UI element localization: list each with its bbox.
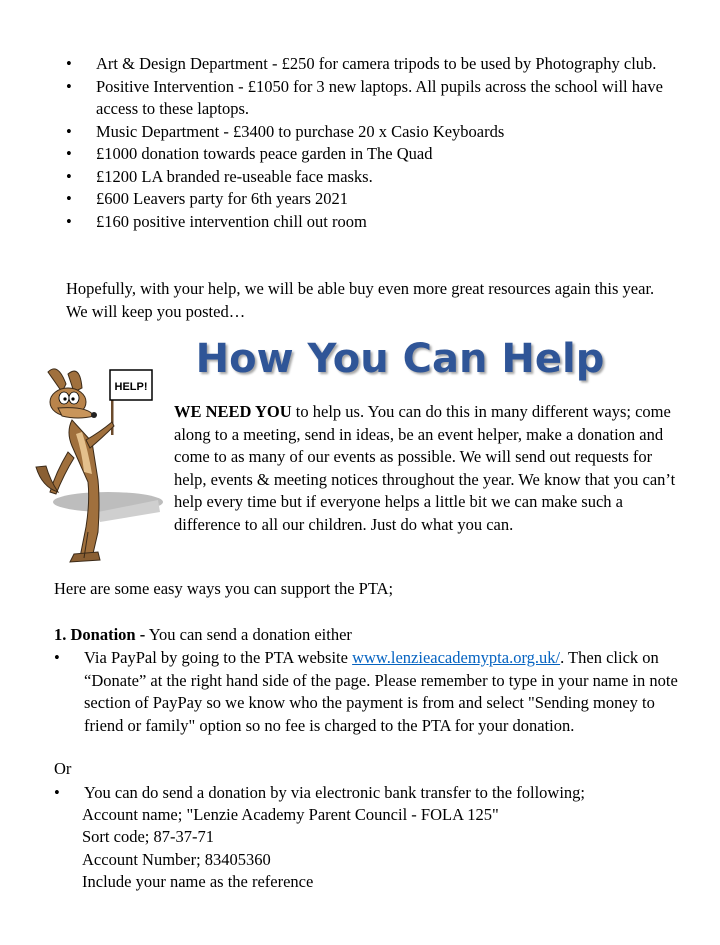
list-item: • £1200 LA branded re-useable face masks. [66,166,676,189]
bullet: • [66,166,72,186]
donation-heading: 1. Donation - You can send a donation either [54,625,352,644]
sign-text: HELP! [114,381,148,393]
list-item: • Music Department - £3400 to purchase 20 x Casio Keyboards [66,121,676,144]
list-item: • £600 Leavers party for 6th years 2021 [66,188,676,211]
list-item: • Positive Intervention - £1050 for 3 new laptops. All pupils across the school will have access to these laptops. [66,76,663,118]
bullet: • [66,121,72,141]
section-title: How You Can Help [195,336,605,382]
bullet: • [66,189,72,208]
help-paragraph: WE NEED YOU to help us. You can do this in many different ways; come along to a meeting, send in ideas, be an event helper, make a donation and come to as many of our events as possible. We will send out requests for help, events & meeting notices throughout the year. We know that you can’t help every time but if everyone helps a little bit we can make such a difference to all our children. Just do what you can. [174,402,676,534]
coyote-help-sign-illustration [28,362,168,567]
help-intro-bold: WE NEED YOU [174,402,292,421]
list-item: • £1000 donation towards peace garden in The Quad [66,143,676,166]
bullet: • [54,648,60,667]
reference-note: Include your name as the reference [82,872,314,891]
bullet: • [66,76,72,96]
account-number: Account Number; 83405360 [82,850,271,869]
bullet: • [54,783,60,802]
list-item: • Art & Design Department - £250 for camera tripods to be used by Photography club. [66,53,676,76]
closing-paragraph: Hopefully, with your help, we will be able buy even more great resources again this year. We will keep you posted… [66,279,655,321]
sort-code: Sort code; 87-37-71 [82,827,214,846]
ways-intro: Here are some easy ways you can support the PTA; [54,579,394,598]
pta-website-link[interactable]: www.lenzieacademypta.org.uk/ [352,648,561,667]
bullet: • [66,54,72,73]
bullet: • [66,144,72,163]
list-item: • £160 positive intervention chill out room [66,211,676,234]
account-name: Account name; "Lenzie Academy Parent Council - FOLA 125" [82,805,499,824]
bullet: • [66,211,72,231]
or-text: Or [54,759,72,778]
funding-list [66,53,676,233]
